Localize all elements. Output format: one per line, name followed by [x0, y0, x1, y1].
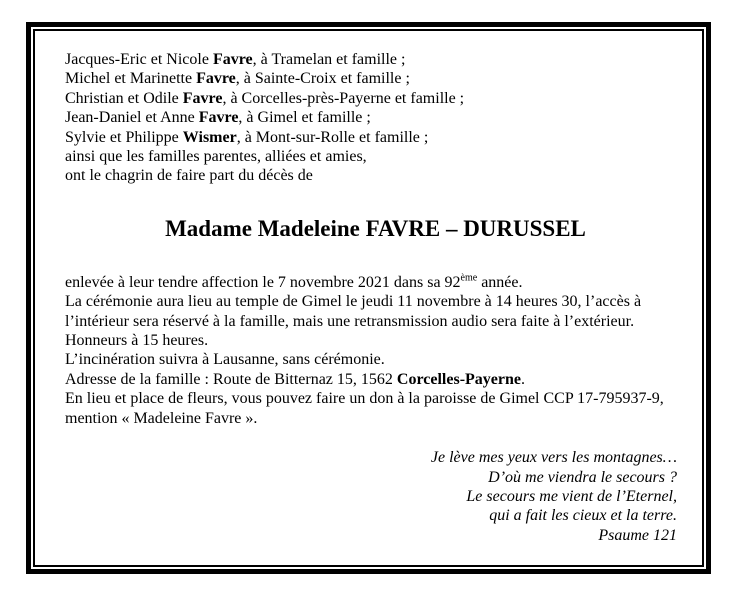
family-line-text: , à Gimel et famille ; [238, 109, 371, 127]
body-line [65, 292, 686, 311]
verse-line: Je lève mes yeux vers les montagnes… [430, 449, 677, 467]
body-line [65, 312, 686, 331]
family-line-text: , à Corcelles-près-Payerne et famille ; [222, 89, 465, 107]
family-line [65, 108, 686, 127]
family-line-text: Michel et Marinette [65, 70, 197, 88]
family-line [65, 89, 686, 108]
verse-line: D’où me viendra le secours ? [488, 468, 677, 486]
verse-line: qui a fait les cieux et la terre. [489, 507, 677, 525]
notice-body-block [65, 273, 686, 428]
family-line-text: , à Sainte-Croix et famille ; [235, 70, 410, 88]
body-line-text: Adresse de la famille : Route de Bitternaz 15, 1562 [65, 370, 397, 388]
notice-frame-inner [33, 29, 704, 567]
verse-attribution: Psaume 121 [598, 526, 677, 544]
family-name: Wismer [182, 128, 237, 146]
body-line-text: . [521, 370, 525, 388]
psalm-verse-block [65, 448, 686, 545]
body-line [65, 273, 686, 292]
body-line-text: année. [477, 273, 523, 291]
family-name: Favre [182, 89, 223, 107]
family-line-text: ainsi que les familles parentes, alliées et amies, [65, 148, 367, 166]
family-line [65, 69, 686, 88]
family-line-text: Sylvie et Philippe [65, 128, 183, 146]
body-line-text: La cérémonie aura lieu au temple de Gimel le jeudi 11 novembre à 14 heures 30, l’accès à [65, 293, 642, 311]
family-line-text: ont le chagrin de faire part du décès de [65, 167, 313, 185]
body-line [65, 370, 686, 389]
family-line [65, 166, 686, 185]
body-line [65, 409, 686, 428]
deceased-name-title: Madame Madeleine FAVRE – DURUSSEL [165, 215, 586, 241]
body-line-text: L’incinération suivra à Lausanne, sans cérémonie. [65, 351, 385, 369]
family-name: Favre [198, 109, 239, 127]
family-line-text: Christian et Odile [65, 89, 183, 107]
family-line-text: Jacques-Eric et Nicole [65, 51, 213, 68]
family-line [65, 50, 686, 69]
body-line-text: En lieu et place de fleurs, vous pouvez faire un don à la paroisse de Gimel CCP 17-795937-9, [65, 390, 664, 408]
body-line-text: Honneurs à 15 heures. [65, 332, 209, 350]
family-line-text: , à Mont-sur-Rolle et famille ; [236, 128, 429, 146]
verse-line: Le secours me vient de l’Eternel, [466, 487, 677, 505]
body-line-text: l’intérieur sera réservé à la famille, mais une retransmission audio sera faite à l’extérieur. [65, 312, 635, 330]
body-line [65, 331, 686, 350]
family-line-text: Jean-Daniel et Anne [65, 109, 199, 127]
family-intro-block [65, 50, 686, 186]
body-line-text: enlevée à leur tendre affection le 7 novembre 2021 dans sa 92 [65, 273, 461, 291]
body-line-text: mention « Madeleine Favre ». [65, 409, 258, 427]
body-line [65, 350, 686, 369]
family-line [65, 147, 686, 166]
body-line-bold: Corcelles-Payerne [396, 370, 521, 388]
body-line [65, 389, 686, 408]
family-name: Favre [212, 51, 253, 68]
family-name: Favre [196, 70, 236, 88]
notice-frame-outer [26, 22, 711, 574]
ordinal-superscript: ème [460, 272, 478, 284]
family-line [65, 128, 686, 147]
family-line-text: , à Tramelan et famille ; [252, 51, 406, 68]
